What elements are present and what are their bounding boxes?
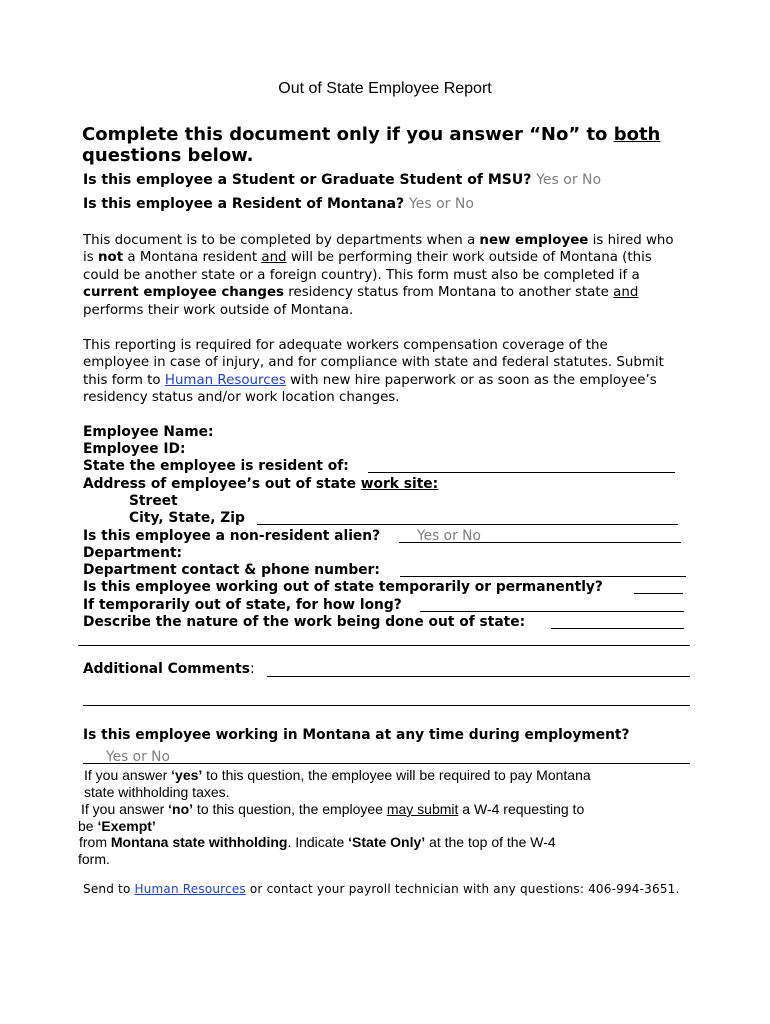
para1-text-3: a Montana resident bbox=[123, 250, 262, 266]
document-title: Out of State Employee Report bbox=[278, 80, 492, 97]
address-label-work-site: work site: bbox=[360, 476, 439, 492]
no-note-text-2: to this question, the employee bbox=[193, 801, 387, 817]
montana-work-answer[interactable]: Yes or No bbox=[106, 749, 170, 765]
state-resident-label: State the employee is resident of: bbox=[83, 458, 349, 474]
department-contact-label: Department contact & phone number: bbox=[83, 562, 380, 578]
address-label-text: Address of employee’s out of state bbox=[83, 476, 361, 492]
para1-text-6: performs their work outside of Montana. bbox=[83, 302, 354, 318]
temporary-permanent-label: Is this employee working out of state temporarily or permanently? bbox=[83, 579, 603, 595]
yes-answer-note bbox=[84, 767, 591, 784]
yes-note-bold: ‘yes’ bbox=[171, 767, 203, 783]
exempt-line bbox=[78, 818, 156, 835]
exempt-bold: ‘Exempt’ bbox=[97, 818, 156, 834]
instructions-heading bbox=[82, 124, 660, 166]
para2-text-2: with new hire paperwork or as soon as the employee’s residency status and/or work location changes. bbox=[83, 372, 657, 406]
question-resident-answer[interactable]: Yes or No bbox=[409, 196, 474, 212]
para1-text-5: residency status from Montana to another state bbox=[284, 285, 614, 301]
address-label bbox=[83, 476, 438, 493]
department-contact-field[interactable] bbox=[400, 576, 686, 577]
withholding-text-2: . Indicate bbox=[287, 834, 349, 850]
reporting-paragraph bbox=[83, 337, 673, 407]
para1-underline-and-2: and bbox=[613, 285, 639, 301]
question-student bbox=[83, 172, 601, 188]
additional-comments-colon: : bbox=[249, 661, 255, 677]
how-long-field[interactable] bbox=[420, 611, 684, 612]
yes-note-text-1: If you answer bbox=[84, 767, 172, 783]
footer-human-resources-link[interactable]: Human Resources bbox=[134, 882, 246, 896]
question-resident bbox=[83, 196, 474, 212]
no-note-may-submit: may submit bbox=[386, 801, 459, 817]
montana-work-field[interactable] bbox=[83, 763, 690, 764]
non-resident-alien-label: Is this employee a non-resident alien? bbox=[83, 528, 381, 544]
additional-comments-line-2[interactable] bbox=[83, 705, 690, 706]
form-line: form. bbox=[78, 851, 110, 867]
footer-text-1: Send to bbox=[83, 882, 135, 896]
additional-comments-field[interactable] bbox=[267, 676, 690, 677]
para1-bold-not: not bbox=[97, 250, 124, 266]
no-note-text-3: a W-4 requesting to bbox=[458, 801, 585, 817]
city-state-zip-label: City, State, Zip bbox=[129, 510, 245, 526]
state-only-bold: ‘State Only’ bbox=[348, 834, 426, 850]
employee-id-label: Employee ID: bbox=[83, 441, 186, 457]
exempt-be: be bbox=[78, 818, 98, 834]
withholding-text-1: from bbox=[79, 834, 111, 850]
withholding-bold: Montana state withholding bbox=[110, 834, 288, 850]
employee-name-label: Employee Name: bbox=[83, 424, 214, 440]
non-resident-alien-answer[interactable]: Yes or No bbox=[417, 528, 481, 544]
question-student-answer[interactable]: Yes or No bbox=[536, 172, 602, 188]
footer-text-2: or contact your payroll technician with any questions: 406-994-3651. bbox=[245, 882, 680, 896]
state-resident-field[interactable] bbox=[368, 472, 675, 473]
footer-note bbox=[83, 882, 680, 896]
department-label: Department: bbox=[83, 545, 183, 561]
question-resident-label: Is this employee a Resident of Montana? bbox=[83, 196, 405, 212]
para1-underline-and: and bbox=[261, 250, 287, 266]
para1-bold-new-employee: new employee bbox=[479, 233, 589, 248]
describe-work-line-2[interactable] bbox=[78, 645, 690, 646]
para1-text-4: will be performing their work outside of Montana (this could be another state or a foreign country). This form must also be completed if a bbox=[83, 250, 652, 283]
how-long-label: If temporarily out of state, for how long? bbox=[83, 597, 402, 613]
withholding-line bbox=[79, 834, 556, 851]
no-note-text-1: If you answer bbox=[81, 801, 169, 817]
heading-line2: questions below. bbox=[82, 145, 254, 166]
question-student-label: Is this employee a Student or Graduate Student of MSU? bbox=[83, 172, 532, 188]
human-resources-link[interactable]: Human Resources bbox=[164, 372, 286, 388]
additional-comments-label bbox=[83, 661, 255, 678]
para1-bold-current-employee: current employee changes bbox=[83, 285, 284, 301]
street-label: Street bbox=[129, 493, 178, 509]
para1-text-1: This document is to be completed by departments when a bbox=[83, 233, 480, 248]
no-answer-note bbox=[81, 801, 584, 818]
additional-comments-text: Additional Comments bbox=[83, 661, 250, 677]
temporary-permanent-field[interactable] bbox=[634, 593, 683, 594]
yes-note-text-2: to this question, the employee will be required to pay Montana bbox=[202, 767, 591, 783]
montana-work-question: Is this employee working in Montana at any time during employment? bbox=[83, 727, 630, 743]
para2-text-1: This reporting is required for adequate workers compensation coverage of the employee in case of injury, and for compliance with state and federal statutes. Submit this form to bbox=[83, 338, 664, 388]
yes-answer-note-line2: state withholding taxes. bbox=[84, 784, 230, 800]
para1-text-2: is hired who is bbox=[83, 233, 674, 266]
city-state-zip-field[interactable] bbox=[257, 524, 678, 525]
describe-work-field[interactable] bbox=[551, 628, 684, 629]
heading-both: both bbox=[613, 124, 661, 145]
withholding-text-3: at the top of the W-4 bbox=[425, 834, 556, 850]
describe-work-label: Describe the nature of the work being done out of state: bbox=[83, 614, 526, 630]
instructions-paragraph bbox=[83, 232, 683, 319]
heading-text: Complete this document only if you answer “No” to bbox=[82, 124, 614, 145]
no-note-bold: ‘no’ bbox=[168, 801, 194, 817]
